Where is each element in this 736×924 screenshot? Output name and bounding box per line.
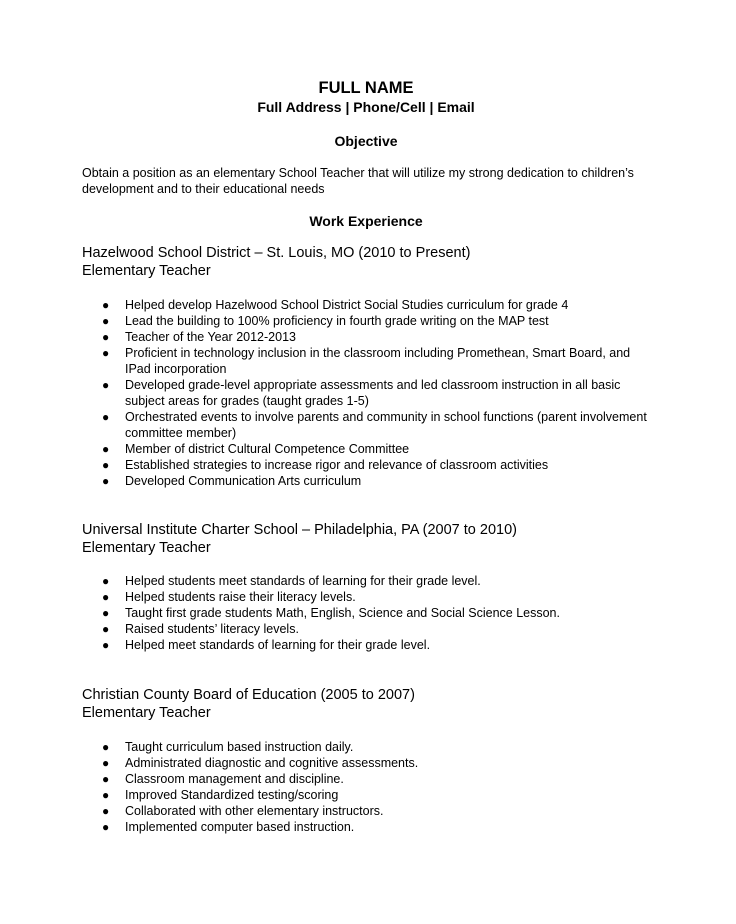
list-item: ● Developed grade-level appropriate assessments and led classroom instruction in all basic subject areas for grades (taught grades 1-5): [102, 378, 621, 408]
bullet-icon: ●: [102, 772, 110, 786]
list-item: ● Collaborated with other elementary instructors.: [102, 804, 384, 818]
list-item: ● Taught curriculum based instruction daily.: [102, 740, 354, 754]
list-item: ● Orchestrated events to involve parents and community in school functions (parent involvement committee member): [102, 410, 647, 440]
list-item: ● Teacher of the Year 2012-2013: [102, 330, 296, 344]
list-item: ● Helped students meet standards of learning for their grade level.: [102, 574, 481, 588]
list-item: ● Administrated diagnostic and cognitive assessments.: [102, 756, 419, 770]
bullet-icon: ●: [102, 574, 110, 588]
job-employer: Christian County Board of Education (2005 to 2007): [82, 687, 415, 703]
job-employer: Universal Institute Charter School – Philadelphia, PA (2007 to 2010): [82, 522, 517, 538]
list-item: ● Helped students raise their literacy levels.: [102, 590, 356, 604]
job-title: Elementary Teacher: [82, 704, 211, 721]
bullet-icon: ●: [102, 622, 110, 636]
list-item: ● Established strategies to increase rigor and relevance of classroom activities: [102, 458, 549, 472]
job-title: Elementary Teacher: [82, 262, 211, 279]
bullet-icon: ●: [102, 590, 110, 604]
bullet-icon: ●: [102, 606, 110, 620]
bullet-icon: ●: [102, 638, 110, 652]
job-bullet-list: [82, 297, 652, 489]
bullet-icon: ●: [102, 410, 110, 424]
job-entry: [82, 522, 682, 557]
list-item: ● Taught first grade students Math, English, Science and Social Science Lesson.: [102, 606, 560, 620]
job-entry: [82, 245, 682, 280]
list-item: ● Helped develop Hazelwood School District Social Studies curriculum for grade 4: [102, 298, 569, 312]
list-item: ● Helped meet standards of learning for their grade level.: [102, 638, 431, 652]
contact-line: Full Address | Phone/Cell | Email: [257, 99, 475, 115]
objective-text: Obtain a position as an elementary School Teacher that will utilize my strong dedication to children’s development and to their educational needs: [82, 166, 634, 196]
bullet-icon: ●: [102, 458, 110, 472]
bullet-icon: ●: [102, 474, 110, 488]
list-item: ● Proficient in technology inclusion in the classroom including Promethean, Smart Board, and IPad incorporation: [102, 346, 631, 376]
bullet-icon: ●: [102, 346, 110, 360]
job-title: Elementary Teacher: [82, 539, 211, 556]
job-entry: [82, 687, 682, 722]
list-item: ● Classroom management and discipline.: [102, 772, 344, 786]
bullet-icon: ●: [102, 756, 110, 770]
bullet-icon: ●: [102, 298, 110, 312]
bullet-icon: ●: [102, 314, 110, 328]
work-experience-heading: Work Experience: [309, 213, 423, 229]
list-item: ● Implemented computer based instruction.: [102, 820, 355, 834]
bullet-icon: ●: [102, 442, 110, 456]
job-employer: Hazelwood School District – St. Louis, MO (2010 to Present): [82, 245, 471, 261]
job-bullet-list: [82, 573, 652, 653]
list-item: ● Improved Standardized testing/scoring: [102, 788, 339, 802]
list-item: ● Lead the building to 100% proficiency in fourth grade writing on the MAP test: [102, 314, 549, 328]
list-item: ● Member of district Cultural Competence Committee: [102, 442, 410, 456]
list-item: ● Developed Communication Arts curriculum: [102, 474, 362, 488]
objective-heading: Objective: [334, 133, 398, 149]
bullet-icon: ●: [102, 378, 110, 392]
full-name: FULL NAME: [318, 79, 414, 97]
bullet-icon: ●: [102, 330, 110, 344]
list-item: ● Raised students’ literacy levels.: [102, 622, 299, 636]
bullet-icon: ●: [102, 820, 110, 834]
job-bullet-list: [82, 739, 652, 835]
bullet-icon: ●: [102, 804, 110, 818]
bullet-icon: ●: [102, 740, 110, 754]
bullet-icon: ●: [102, 788, 110, 802]
